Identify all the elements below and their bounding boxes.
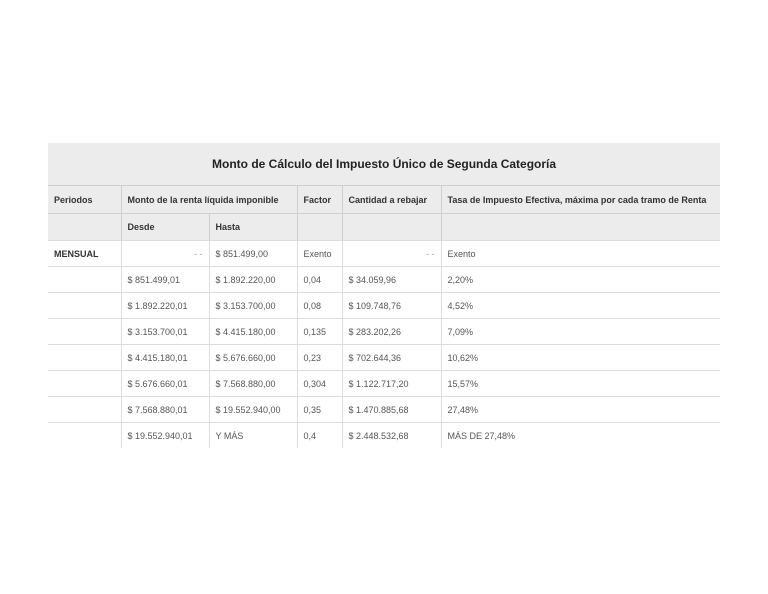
- cell-factor: 0,135: [297, 319, 342, 345]
- subheader-empty: [441, 214, 720, 241]
- header-monto: Monto de la renta líquida imponible: [121, 186, 297, 214]
- cell-periodo: [48, 397, 121, 423]
- cell-tasa: Exento: [441, 241, 720, 267]
- subheader-empty: [48, 214, 121, 241]
- cell-hasta: $ 19.552.940,00: [209, 397, 297, 423]
- subheader-empty: [342, 214, 441, 241]
- cell-periodo: [48, 293, 121, 319]
- subheader-row: [48, 214, 720, 241]
- cell-desde: $ 851.499,01: [121, 267, 209, 293]
- table-row: [48, 293, 720, 319]
- cell-factor: 0,35: [297, 397, 342, 423]
- subheader-empty: [297, 214, 342, 241]
- cell-tasa: MÁS DE 27,48%: [441, 423, 720, 449]
- header-periodos: Periodos: [48, 186, 121, 214]
- cell-cantidad: - -: [342, 241, 441, 267]
- tax-table: [48, 143, 720, 448]
- cell-cantidad: $ 1.122.717,20: [342, 371, 441, 397]
- cell-cantidad: $ 34.059,96: [342, 267, 441, 293]
- table-row: [48, 371, 720, 397]
- cell-desde: $ 5.676.660,01: [121, 371, 209, 397]
- cell-hasta: Y MÁS: [209, 423, 297, 449]
- cell-tasa: 4,52%: [441, 293, 720, 319]
- subheader-desde: Desde: [121, 214, 209, 241]
- cell-cantidad: $ 109.748,76: [342, 293, 441, 319]
- table-title: Monto de Cálculo del Impuesto Único de Segunda Categoría: [48, 143, 720, 186]
- table-row: [48, 267, 720, 293]
- cell-desde: - -: [121, 241, 209, 267]
- cell-tasa: 27,48%: [441, 397, 720, 423]
- cell-hasta: $ 3.153.700,00: [209, 293, 297, 319]
- cell-factor: 0,4: [297, 423, 342, 449]
- cell-periodo: [48, 423, 121, 449]
- cell-tasa: 15,57%: [441, 371, 720, 397]
- table-row: [48, 241, 720, 267]
- subheader-hasta: Hasta: [209, 214, 297, 241]
- cell-periodo: [48, 319, 121, 345]
- cell-periodo: [48, 267, 121, 293]
- cell-factor: 0,304: [297, 371, 342, 397]
- cell-cantidad: $ 2.448.532,68: [342, 423, 441, 449]
- cell-hasta: $ 1.892.220,00: [209, 267, 297, 293]
- cell-desde: $ 1.892.220,01: [121, 293, 209, 319]
- cell-tasa: 7,09%: [441, 319, 720, 345]
- cell-cantidad: $ 702.644,36: [342, 345, 441, 371]
- cell-desde: $ 7.568.880,01: [121, 397, 209, 423]
- header-tasa: Tasa de Impuesto Efectiva, máxima por cada tramo de Renta: [441, 186, 720, 214]
- table-title-row: [48, 143, 720, 186]
- cell-desde: $ 4.415.180,01: [121, 345, 209, 371]
- cell-factor: 0,04: [297, 267, 342, 293]
- cell-factor: 0,08: [297, 293, 342, 319]
- cell-hasta: $ 851.499,00: [209, 241, 297, 267]
- cell-hasta: $ 5.676.660,00: [209, 345, 297, 371]
- cell-factor: Exento: [297, 241, 342, 267]
- table-row: [48, 319, 720, 345]
- cell-periodo: [48, 345, 121, 371]
- cell-desde: $ 3.153.700,01: [121, 319, 209, 345]
- table-row: [48, 397, 720, 423]
- cell-hasta: $ 7.568.880,00: [209, 371, 297, 397]
- cell-periodo: MENSUAL: [48, 241, 121, 267]
- cell-hasta: $ 4.415.180,00: [209, 319, 297, 345]
- header-cantidad: Cantidad a rebajar: [342, 186, 441, 214]
- table-row: [48, 345, 720, 371]
- cell-factor: 0,23: [297, 345, 342, 371]
- cell-cantidad: $ 283.202,26: [342, 319, 441, 345]
- cell-cantidad: $ 1.470.885,68: [342, 397, 441, 423]
- header-factor: Factor: [297, 186, 342, 214]
- header-row: [48, 186, 720, 214]
- cell-tasa: 10,62%: [441, 345, 720, 371]
- cell-desde: $ 19.552.940,01: [121, 423, 209, 449]
- cell-periodo: [48, 371, 121, 397]
- cell-tasa: 2,20%: [441, 267, 720, 293]
- table-row: [48, 423, 720, 449]
